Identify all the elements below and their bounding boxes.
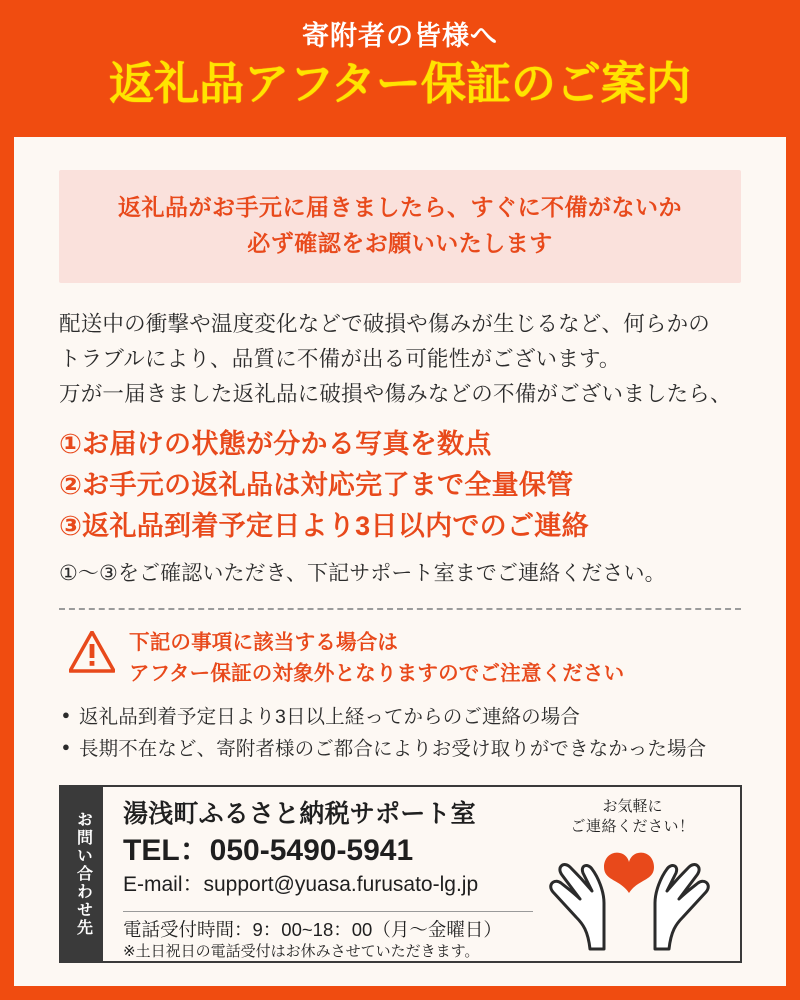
- contact-tab-text: お問い合わせ先: [74, 811, 92, 937]
- illustration-caption-line-1: お気軽に: [602, 798, 663, 815]
- warning-icon: [69, 631, 115, 673]
- page-title: 返礼品アフター保証のご案内: [109, 57, 691, 109]
- content-card: [14, 137, 786, 986]
- notice-line-1: 返礼品がお手元に届きましたら、すぐに不備がないか: [118, 194, 682, 220]
- caution-block: [69, 628, 741, 690]
- telephone-number: TEL：050-5490-5941: [123, 834, 414, 867]
- header-subtitle: 寄附者の皆様へ: [302, 21, 498, 51]
- notice-box: [59, 170, 741, 283]
- numbered-points: [59, 424, 741, 547]
- exclusion-list: [62, 702, 741, 765]
- caution-line-2: アフター保証の対象外となりますのでご注意ください: [129, 662, 625, 686]
- contact-tab-label: [61, 787, 103, 961]
- list-item: ● 返礼品到着予定日より3日以上経ってからのご連絡の場合: [62, 702, 741, 734]
- illustration-caption-line-2: ご連絡ください！: [570, 818, 695, 836]
- contact-divider: [123, 911, 533, 912]
- email-address: E-mail：support@yuasa.furusato-lg.jp: [123, 872, 479, 896]
- dashed-divider: [59, 608, 741, 610]
- caution-line-1: 下記の事項に該当する場合は: [129, 631, 399, 655]
- holiday-note: ※土日祝日の電話受付はお休みさせていただきます。: [123, 943, 480, 960]
- notice-line-2: 必ず確認をお願いいたします: [247, 229, 553, 256]
- body-block: [59, 307, 741, 590]
- organization-name: 湯浅町ふるさと納税サポート室: [123, 800, 476, 828]
- page-header: [0, 0, 800, 112]
- point-item-1: ①お届けの状態が分かる写真を数点: [59, 428, 492, 459]
- paragraph-line-3: 万が一届きました返礼品に破損や傷みなどの不備がございましたら、: [59, 381, 732, 406]
- contact-box: [59, 785, 742, 963]
- business-hours: 電話受付時間：9：00~18：00（月〜金曜日）: [123, 919, 502, 940]
- list-item: ● 長期不在など、寄附者様のご都合によりお受け取りができなかった場合: [62, 734, 741, 766]
- paragraph-after-points: ①〜③をご確認いただき、下記サポート室までご連絡ください。: [59, 561, 666, 585]
- caution-text: [129, 628, 624, 690]
- hands-holding-heart-icon: [532, 791, 732, 961]
- point-item-3: ③返礼品到着予定日より3日以内でのご連絡: [59, 510, 589, 541]
- point-item-2: ②お手元の返礼品は対応完了まで全量保管: [59, 469, 574, 500]
- contact-details: [103, 787, 740, 961]
- paragraph-line-1: 配送中の衝撃や温度変化などで破損や傷みが生じるなど、何らかの: [59, 312, 711, 337]
- paragraph-line-2: トラブルにより、品質に不備が出る可能性がございます。: [59, 347, 621, 372]
